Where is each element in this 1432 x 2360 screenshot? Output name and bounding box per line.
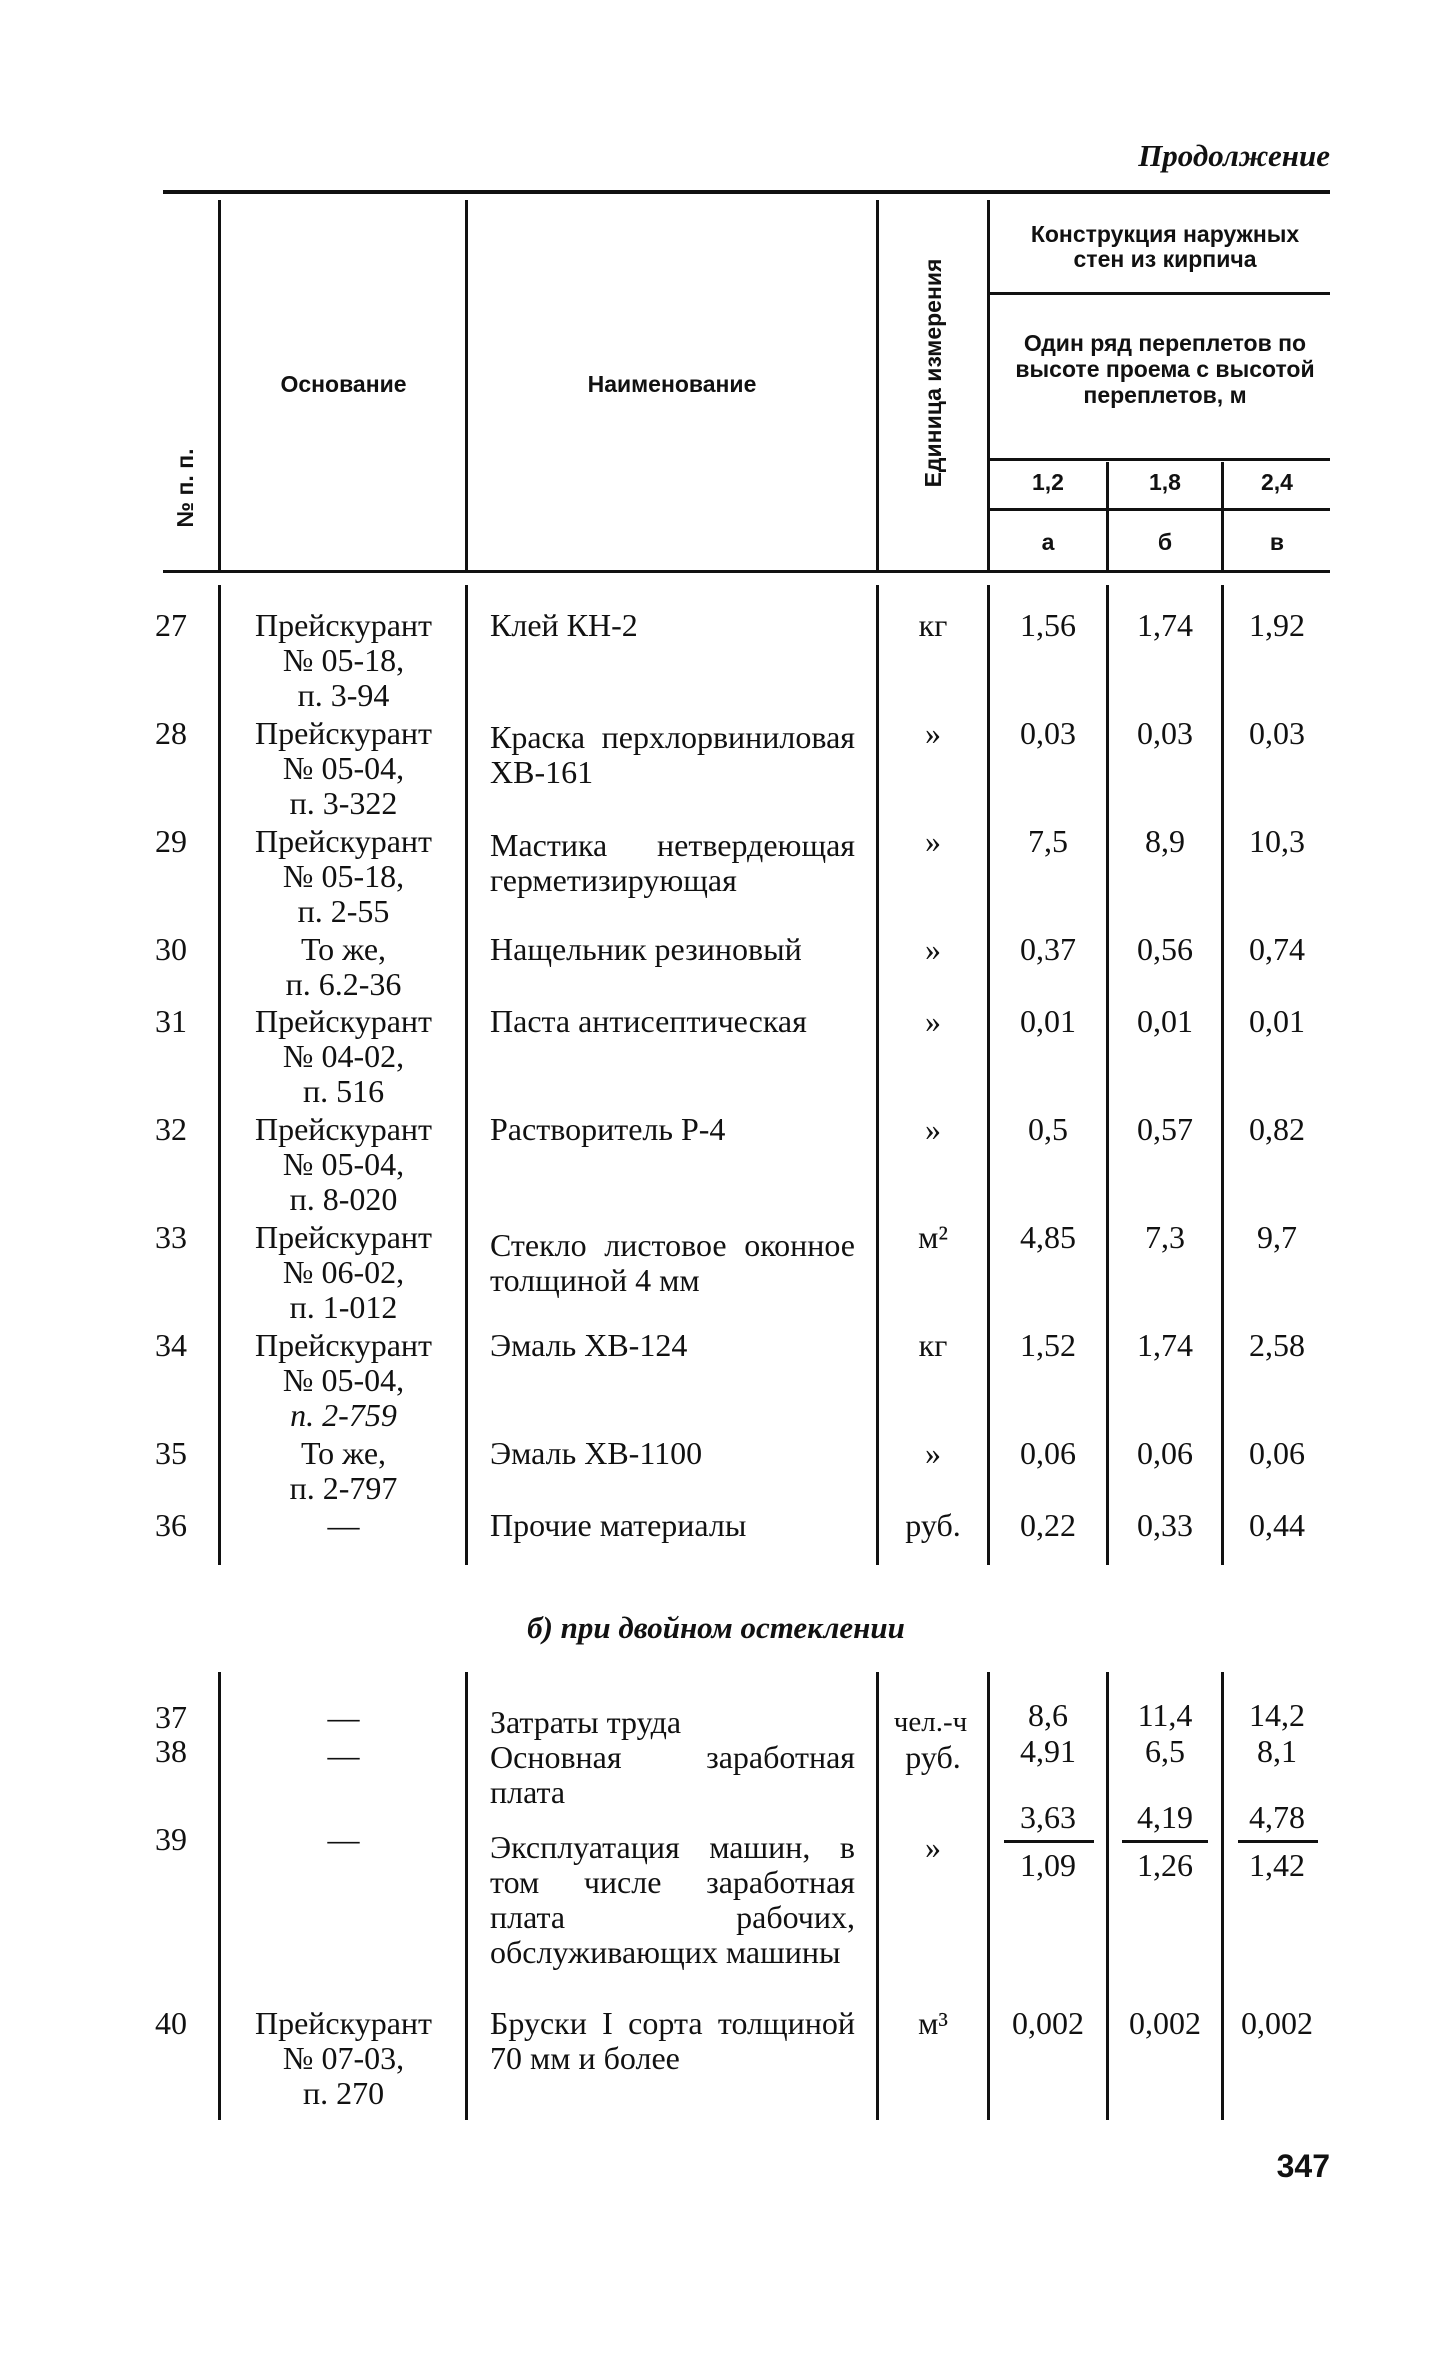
basis-line: п. 3-94 <box>297 677 390 713</box>
row-value-a: 0,01 <box>1020 1003 1076 1039</box>
row-value-b: 0,33 <box>1137 1507 1193 1543</box>
header-rule <box>989 508 1330 511</box>
row-value-b: 11,4 <box>1137 1697 1193 1733</box>
row-value-v: 0,01 <box>1249 1003 1305 1039</box>
basis-line: То же, <box>300 1435 387 1471</box>
row-value-v: 9,7 <box>1257 1219 1297 1255</box>
row-value-b: 0,03 <box>1137 715 1193 751</box>
row-basis <box>222 2006 465 2111</box>
header-rule <box>989 292 1330 295</box>
row-unit: » <box>925 1003 941 1039</box>
row-value-v: 2,58 <box>1249 1327 1305 1363</box>
basis-line: № 05-04, <box>282 1146 405 1182</box>
row-value-v: 8,1 <box>1257 1733 1297 1769</box>
row-name: Краска перхлорвиниловая ХВ-161 <box>490 719 855 790</box>
basis-line: То же, <box>300 931 387 967</box>
row-value-v: 0,06 <box>1249 1435 1305 1471</box>
header-bottom-rule <box>163 570 1330 573</box>
basis-line: Прейскурант <box>254 607 433 643</box>
basis-line: № 07-03, <box>282 2040 405 2076</box>
row-num: 34 <box>155 1327 187 1363</box>
row-unit: » <box>925 1435 941 1471</box>
row-value-a-numerator: 3,63 <box>1020 1799 1076 1835</box>
fraction-line <box>1004 1840 1094 1843</box>
group-title: Конструкция наружных стен из кирпича <box>1030 221 1300 272</box>
col-num-header: № п. п. <box>172 448 198 528</box>
row-num: 27 <box>155 607 187 643</box>
row-basis <box>222 824 465 929</box>
row-value-b: 8,9 <box>1145 823 1185 859</box>
row-unit: » <box>925 823 941 859</box>
row-value-a: 0,03 <box>1020 715 1076 751</box>
row-name: Паста антисептическая <box>490 1003 807 1039</box>
header-rule <box>989 458 1330 461</box>
basis-line: Прейскурант <box>254 1219 433 1255</box>
row-value-a: 0,06 <box>1020 1435 1076 1471</box>
row-value-b: 0,56 <box>1137 931 1193 967</box>
row-value-a: 0,22 <box>1020 1507 1076 1543</box>
row-value-v: 0,82 <box>1249 1111 1305 1147</box>
row-basis: — <box>327 1821 360 1857</box>
basis-line: Прейскурант <box>254 1111 433 1147</box>
row-basis <box>222 1004 465 1109</box>
row-unit: чел.-ч <box>893 1706 968 1738</box>
row-basis <box>222 1328 465 1433</box>
row-unit: » <box>925 715 941 751</box>
row-basis <box>222 716 465 821</box>
row-unit: руб. <box>905 1507 961 1543</box>
row-num: 31 <box>155 1003 187 1039</box>
basis-line: № 04-02, <box>282 1038 405 1074</box>
row-num: 39 <box>155 1821 187 1857</box>
basis-line: № 05-18, <box>282 858 405 894</box>
row-value-b: 6,5 <box>1145 1733 1185 1769</box>
row-basis <box>222 932 465 1002</box>
header-divider <box>876 200 879 572</box>
row-value-v: 0,74 <box>1249 931 1305 967</box>
row-value-b: 0,01 <box>1137 1003 1193 1039</box>
row-num: 30 <box>155 931 187 967</box>
basis-line: п. 6.2-36 <box>285 966 402 1002</box>
row-value-a: 0,002 <box>1012 2005 1084 2041</box>
basis-line: Прейскурант <box>254 1003 433 1039</box>
row-num: 37 <box>155 1699 187 1735</box>
row-value-b: 0,57 <box>1137 1111 1193 1147</box>
row-basis <box>222 1112 465 1217</box>
col-name-header: Наименование <box>587 371 757 397</box>
continuation-label: Продолжение <box>1138 138 1330 173</box>
sub-title: Один ряд переплетов по высоте проема с высотой переплетов, м <box>1015 330 1315 408</box>
basis-line: № 05-18, <box>282 642 405 678</box>
row-num: 28 <box>155 715 187 751</box>
row-value-v: 1,92 <box>1249 607 1305 643</box>
table-top-rule <box>163 190 1330 194</box>
row-name: Эмаль ХВ-1100 <box>490 1435 703 1471</box>
row-unit: руб. <box>905 1739 961 1775</box>
basis-line: п. 2-797 <box>289 1470 398 1506</box>
row-name: Бруски I сорта толщиной 70 мм и более <box>490 2005 855 2076</box>
basis-line: Прейскурант <box>254 1327 433 1363</box>
basis-line: Прейскурант <box>254 715 433 751</box>
basis-line: № 06-02, <box>282 1254 405 1290</box>
section-b-title: б) при двойном остеклении <box>527 1610 905 1645</box>
header-divider <box>218 200 221 572</box>
row-name: Мастика нетвердеющая герметизирующая <box>490 827 855 898</box>
letter-b: б <box>1157 529 1173 555</box>
letter-a: а <box>1041 529 1055 555</box>
row-value-a: 0,37 <box>1020 931 1076 967</box>
basis-line: п. 2-759 <box>290 1397 397 1433</box>
row-basis: — <box>327 1699 360 1735</box>
basis-line: п. 270 <box>302 2075 385 2111</box>
row-value-v-numerator: 4,78 <box>1249 1799 1305 1835</box>
basis-line: п. 3-322 <box>289 785 398 821</box>
basis-line: п. 2-55 <box>297 893 390 929</box>
fraction-line <box>1238 1840 1318 1843</box>
row-value-v: 0,002 <box>1241 2005 1313 2041</box>
row-name: Растворитель Р-4 <box>490 1111 726 1147</box>
row-num: 29 <box>155 823 187 859</box>
body-divider <box>218 1672 221 2120</box>
row-value-b-numerator: 4,19 <box>1137 1799 1193 1835</box>
row-name: Нащельник резиновый <box>490 931 802 967</box>
fraction-line <box>1122 1840 1208 1843</box>
row-unit: м³ <box>918 2005 948 2041</box>
row-unit: м² <box>918 1219 948 1255</box>
row-name: Прочие материалы <box>490 1507 747 1543</box>
row-value-a-denominator: 1,09 <box>1020 1847 1076 1883</box>
row-value-a: 7,5 <box>1028 823 1068 859</box>
row-value-a: 1,52 <box>1020 1327 1076 1363</box>
height-2-4: 2,4 <box>1261 469 1293 495</box>
body-divider <box>465 1672 468 2120</box>
row-num: 33 <box>155 1219 187 1255</box>
row-value-v: 10,3 <box>1249 823 1305 859</box>
row-value-v: 14,2 <box>1249 1697 1305 1733</box>
row-value-b: 1,74 <box>1137 1327 1193 1363</box>
basis-line: Прейскурант <box>254 823 433 859</box>
row-basis <box>222 1508 465 1543</box>
row-unit: » <box>925 1829 941 1865</box>
row-name: Эксплуатация машин, в том числе заработная плата рабочих, обслуживающих машины <box>490 1829 855 1970</box>
basis-line: № 05-04, <box>282 750 405 786</box>
row-value-a: 1,56 <box>1020 607 1076 643</box>
row-value-b: 0,06 <box>1137 1435 1193 1471</box>
letter-v: в <box>1269 529 1285 555</box>
row-name: Клей КН-2 <box>490 607 638 643</box>
row-value-b: 7,3 <box>1145 1219 1185 1255</box>
row-value-a: 4,91 <box>1020 1733 1076 1769</box>
row-basis <box>222 608 465 713</box>
row-name: Основная заработная плата <box>490 1739 855 1810</box>
basis-line: п. 1-012 <box>289 1289 398 1325</box>
basis-line: п. 8-020 <box>289 1181 398 1217</box>
row-value-b-denominator: 1,26 <box>1137 1847 1193 1883</box>
row-basis <box>222 1436 465 1506</box>
row-num: 40 <box>155 2005 187 2041</box>
row-basis <box>222 1220 465 1325</box>
row-num: 32 <box>155 1111 187 1147</box>
row-num: 35 <box>155 1435 187 1471</box>
height-1-8: 1,8 <box>1149 469 1181 495</box>
col-basis-header: Основание <box>280 371 407 397</box>
row-num: 38 <box>155 1733 187 1769</box>
basis-line: № 05-04, <box>282 1362 405 1398</box>
row-value-v: 0,03 <box>1249 715 1305 751</box>
row-value-a: 0,5 <box>1028 1111 1068 1147</box>
row-value-v: 0,44 <box>1249 1507 1305 1543</box>
row-basis: — <box>327 1737 360 1773</box>
row-value-b: 0,002 <box>1129 2005 1201 2041</box>
row-name: Эмаль ХВ-124 <box>490 1327 688 1363</box>
row-unit: кг <box>918 1327 948 1363</box>
basis-line: Прейскурант <box>254 2005 433 2041</box>
row-unit: кг <box>918 607 948 643</box>
col-unit-header: Единица измерения <box>920 258 946 488</box>
header-divider <box>987 200 990 572</box>
row-unit: » <box>925 1111 941 1147</box>
row-unit: » <box>925 931 941 967</box>
row-value-v-denominator: 1,42 <box>1249 1847 1305 1883</box>
basis-line: — <box>327 1507 360 1543</box>
basis-line: п. 516 <box>302 1073 385 1109</box>
body-divider <box>218 585 221 1565</box>
row-value-a: 4,85 <box>1020 1219 1076 1255</box>
row-num: 36 <box>155 1507 187 1543</box>
row-value-a: 8,6 <box>1028 1697 1068 1733</box>
row-name: Стекло листовое оконное толщиной 4 мм <box>490 1227 855 1298</box>
row-value-b: 1,74 <box>1137 607 1193 643</box>
page-number: 347 <box>1276 2148 1330 2184</box>
body-divider <box>465 585 468 1565</box>
height-1-2: 1,2 <box>1032 469 1064 495</box>
row-name: Затраты труда <box>490 1704 682 1740</box>
